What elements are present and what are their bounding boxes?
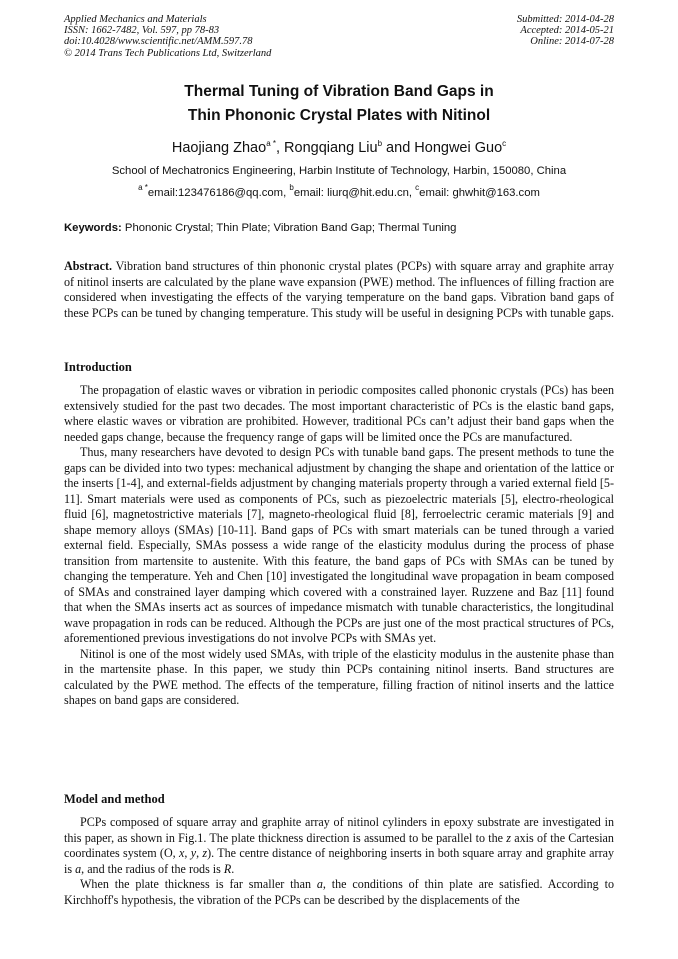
author-separator: , [275, 140, 285, 156]
journal-header [64, 14, 271, 59]
math-symbol: z [506, 830, 512, 845]
author-mark: c [502, 139, 507, 148]
keywords-text: Phononic Crystal; Thin Plate; Vibration Band Gap; Thermal Tuning [121, 222, 457, 234]
submission-dates [517, 14, 614, 48]
text-run: When the plate thickness is far smaller than [80, 877, 317, 891]
affiliation: School of Mechatronics Engineering, Harbin Institute of Technology, Harbin, 150080, China [111, 165, 567, 177]
introduction-heading: Introduction [64, 360, 132, 374]
text-run: . [231, 861, 235, 876]
text-run: axis of the Cartesian coordinates system (O, [64, 830, 614, 860]
paragraph: Nitinol is one of the most widely used SMAs, with triple of the elasticity modulus in the austenite phase than in the martensite phase. In this paper, we study thin PCPs containing nitinol inserts. Band structures are calculated by the PWE method. The effects of the temperature, filling fraction of nitinol inserts and the lattice shapes on band gaps are considered. [64, 646, 614, 707]
model-method-heading: Model and method [64, 792, 165, 806]
abstract [64, 259, 614, 321]
keywords-label: Keywords: [64, 222, 122, 234]
online-date: Online: 2014-07-28 [530, 36, 614, 48]
journal-name: Applied Mechanics and Materials [64, 14, 207, 25]
author-list [40, 138, 638, 158]
abstract-label: Abstract. [64, 259, 113, 273]
math-symbol: R [223, 861, 232, 876]
math-symbol: x [179, 846, 185, 860]
author-mark: a * [266, 139, 276, 148]
paragraph: Thus, many researchers have devoted to design PCs with tunable band gaps. The present methods to tune the gaps can be divided into two types: mechanical adjustment by changing the shape and orientation of the lattice or the inserts [1-4], and external-fields adjustment by changing materials property through a varied external field [5-11]. Smart materials were used as components of PCs, such as piezoelectric materials [5], electro-rheological fluid [6], magnetostrictive materials [7], magneto-rheological fluid [8], ferroelectric ceramic materials [9] and shape memory alloys (SMAs) [10-11]. Band gaps of PCs with smart materials can be tuned through a varied external field. Especially, SMAs possess a wide range of the elasticity modulus during the process of phase transition from martensite to austenite. With this feature, the band gaps of PCs with SMAs can be tuned by changing the temperature. Yeh and Chen [10] investigated the longitudinal wave propagation in beam composed of SMAs and constrained layer damping which covered with a constrained layer. Ruzzene and Baz [11] found that when the SMAs inserts act as sources of impedance mismatch with tunable characteristics, the longitudinal wave propagation in rods can be reduced. Although the PCPs are just one of the most practical structures of PCs, aforementioned previous investigations do not involve PCPs with SMAs yet. [64, 445, 614, 645]
text-run: , the conditions of thin plate are satisfied. According to Kirchhoff's hypothesis, the vibration of the PCPs can be described by the displacements of the [64, 877, 614, 907]
text-run: PCPs composed of square array and graphite array of nitinol cylinders in epoxy substrate are investigated in this paper, as shown in Fig.1. The plate thickness direction is assumed to be parallel to the [64, 815, 614, 845]
paragraph: The propagation of elastic waves or vibration in periodic composites called phononic crystals (PCs) has been extensively studied for the past two decades. The most important characteristic of PCs is the elastic band gaps, where elastic waves or vibration are prohibited. However, traditional PCs can’t adjust their band gaps when the needed gaps change, because the frequency range of gaps will be limited once the PCs are manufactured. [64, 383, 614, 444]
author-separator: and [382, 140, 415, 156]
email-text: email: liurq@hit.edu.cn, [293, 187, 416, 199]
text-run: , [184, 846, 191, 860]
journal-copyright: © 2014 Trans Tech Publications Ltd, Switzerland [64, 47, 272, 59]
email-text: email: ghwhit@163.com [419, 187, 540, 199]
math-symbol: y [190, 846, 197, 860]
math-symbol: a [75, 861, 82, 876]
journal-issn: ISSN: 1662-7482, Vol. 597, pp 78-83 [64, 25, 220, 37]
keywords [64, 221, 614, 235]
author-mark: b [377, 139, 383, 148]
text-run: , [196, 846, 203, 860]
introduction-body [64, 383, 614, 709]
text-run: , and the radius of the rods is [81, 861, 224, 876]
author-name: Rongqiang Liu [284, 140, 378, 156]
email-mark: a * [138, 183, 148, 192]
email-mark: c [415, 183, 420, 192]
model-method-body [64, 815, 614, 908]
journal-doi: doi:10.4028/www.scientific.net/AMM.597.78 [64, 36, 253, 48]
author-name: Haojiang Zhao [171, 140, 267, 156]
math-symbol: a [316, 877, 323, 891]
submitted-date: Submitted: 2014-04-28 [516, 14, 614, 25]
title-line-1: Thermal Tuning of Vibration Band Gaps in [184, 83, 494, 100]
author-emails [30, 183, 648, 200]
email-text: email:123476186@qq.com, [147, 187, 290, 199]
email-mark: b [289, 183, 294, 192]
title-line-2: Thin Phononic Crystal Plates with Nitinol [187, 107, 491, 124]
math-symbol: z [202, 846, 208, 860]
paragraph [64, 815, 614, 877]
text-run: ). The centre distance of neighboring inserts in both square array and graphite array is [64, 846, 615, 876]
paragraph [64, 877, 614, 908]
paper-title [40, 80, 638, 128]
abstract-text: Vibration band structures of thin phononic crystal plates (PCPs) with square array and graphite array of nitinol inserts are calculated by the plane wave expansion (PWE) method. The influences of filling fraction are considered when investigating the effects of the varying temperature on the band gaps. Vibration band gaps of these PCPs can be tuned by changing temperature. This study will be useful in designing PCPs with tunable gaps. [64, 259, 614, 320]
abstract-paragraph [64, 259, 614, 321]
author-name: Hongwei Guo [414, 140, 503, 156]
accepted-date: Accepted: 2014-05-21 [520, 25, 614, 37]
